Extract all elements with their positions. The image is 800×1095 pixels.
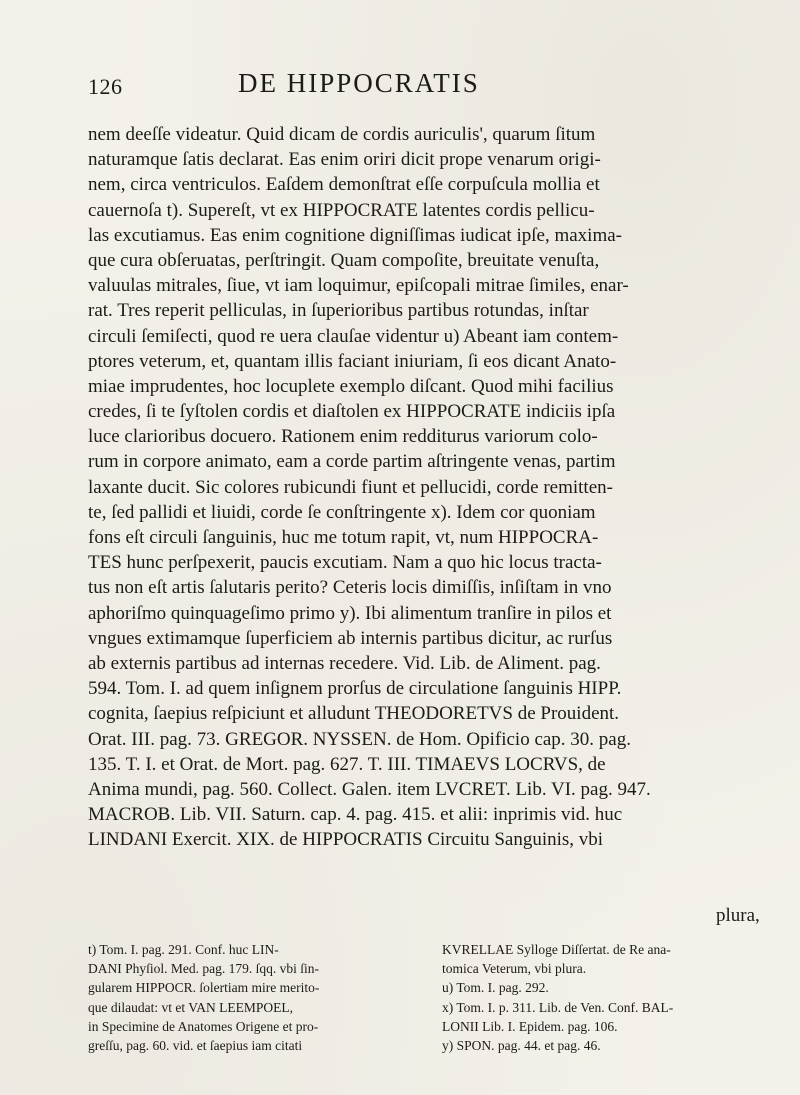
text-line: las excutiamus. Eas enim cognitione digniſſimas iudicat ipſe, maxima-	[88, 224, 622, 246]
footnote-line: u) Tom. I. pag. 292.	[442, 980, 549, 996]
text-line: laxante ducit. Sic colores rubicundi fiunt et pellucidi, corde remitten-	[88, 476, 613, 498]
text-line: 135. T. I. et Orat. de Mort. pag. 627. T. III. TIMAEVS LOCRVS, de	[88, 753, 606, 775]
footnote-line: in Specimine de Anatomes Origene et pro-	[88, 1018, 319, 1034]
footnote-line: greſſu, pag. 60. vid. et ſaepius iam citati	[88, 1037, 303, 1053]
text-line: vngues extimamque ſuperficiem ab internis partibus dicitur, ac rurſus	[88, 627, 613, 649]
page-number: 126	[88, 74, 123, 99]
footnote-line: DANI Phyſiol. Med. pag. 179. ſqq. vbi ſin-	[88, 961, 319, 977]
text-line: luce clarioribus docuero. Rationem enim redditurus variorum colo-	[88, 426, 598, 448]
text-line: fons eſt circuli ſanguinis, huc me totum rapit, vt, num HIPPOCRA-	[88, 527, 599, 548]
running-head: DE HIPPOCRATIS	[238, 68, 480, 98]
text-line: valuulas mitrales, ſiue, vt iam loquimur, epiſcopali mitrae ſimiles, enar-	[88, 275, 629, 297]
catchword: plura,	[716, 905, 760, 926]
text-line: que cura obſeruatas, perſtringit. Quam compoſite, breuitate venuſta,	[88, 249, 600, 271]
text-line: nem, circa ventriculos. Eaſdem demonſtrat eſſe corpuſcula mollia et	[88, 174, 600, 196]
footnote-line: KVRELLAE Sylloge Diſſertat. de Re ana-	[442, 942, 671, 957]
text-line: ptores veterum, et, quantam illis faciant iniuriam, ſi eos dicant Anato-	[88, 350, 617, 372]
text-line: TES hunc perſpexerit, paucis excutiam. Nam a quo hic locus tracta-	[88, 552, 602, 574]
footnote-line: x) Tom. I. p. 311. Lib. de Ven. Conf. BAL-	[442, 999, 674, 1015]
text-line: Orat. III. pag. 73. GREGOR. NYSSEN. de Hom. Opificio cap. 30. pag.	[88, 728, 631, 750]
text-line: cauernoſa t). Supereſt, vt ex HIPPOCRATE latentes cordis pellicu-	[88, 199, 595, 221]
footnote-line: que dilaudat: vt et VAN LEEMPOEL,	[88, 999, 293, 1015]
text-line: tus non eſt artis ſalutaris perito? Ceteris locis dimiſſis, inſiſtam in vno	[88, 577, 612, 599]
footnotes-left-column	[88, 940, 428, 1055]
text-line: nem deeſſe videatur. Quid dicam de cordis auriculis', quarum ſitum	[88, 124, 596, 145]
text-line: credes, ſi te ſyſtolen cordis et diaſtolen ex HIPPOCRATE indiciis ipſa	[88, 401, 616, 423]
text-line: te, ſed pallidi et liuidi, corde ſe conſtringente x). Idem cor quoniam	[88, 501, 596, 523]
text-line: LINDANI Exercit. XIX. de HIPPOCRATIS Circuitu Sanguinis, vbi	[88, 829, 604, 851]
footnote-line: t) Tom. I. pag. 291. Conf. huc LIN-	[88, 942, 279, 957]
text-line: MACROB. Lib. VII. Saturn. cap. 4. pag. 415. et alii: inprimis vid. huc	[88, 804, 623, 826]
text-line: circuli ſemiſecti, quod re uera clauſae videntur u) Abeant iam contem-	[88, 325, 619, 347]
text-line: naturamque ſatis declarat. Eas enim oriri dicit prope venarum origi-	[88, 149, 601, 171]
footnote-line: y) SPON. pag. 44. et pag. 46.	[442, 1037, 601, 1053]
text-line: ab externis partibus ad internas recedere. Vid. Lib. de Aliment. pag.	[88, 652, 601, 674]
text-line: rum in corpore animato, eam a corde partim aſtringente venas, partim	[88, 451, 616, 473]
text-line: cognita, ſaepius reſpiciunt et alludunt THEODORETVS de Prouident.	[88, 703, 620, 725]
text-line: Anima mundi, pag. 560. Collect. Galen. item LVCRET. Lib. VI. pag. 947.	[88, 778, 651, 800]
footnotes-right-column	[442, 940, 782, 1055]
footnote-line: gularem HIPPOCR. ſolertiam mire merito-	[88, 980, 320, 996]
footnote-line: LONII Lib. I. Epidem. pag. 106.	[442, 1018, 618, 1034]
text-line: miae imprudentes, hoc locuplete exemplo diſcant. Quod mihi facilius	[88, 375, 614, 397]
footnote-line: tomica Veterum, vbi plura.	[442, 961, 587, 977]
text-line: aphoriſmo quinquageſimo primo y). Ibi alimentum tranſire in pilos et	[88, 602, 612, 624]
text-line: 594. Tom. I. ad quem inſignem prorſus de circulatione ſanguinis HIPP.	[88, 678, 622, 700]
text-line: rat. Tres reperit pelliculas, in ſuperioribus partibus rotundas, inſtar	[88, 300, 589, 322]
main-text	[88, 122, 778, 852]
